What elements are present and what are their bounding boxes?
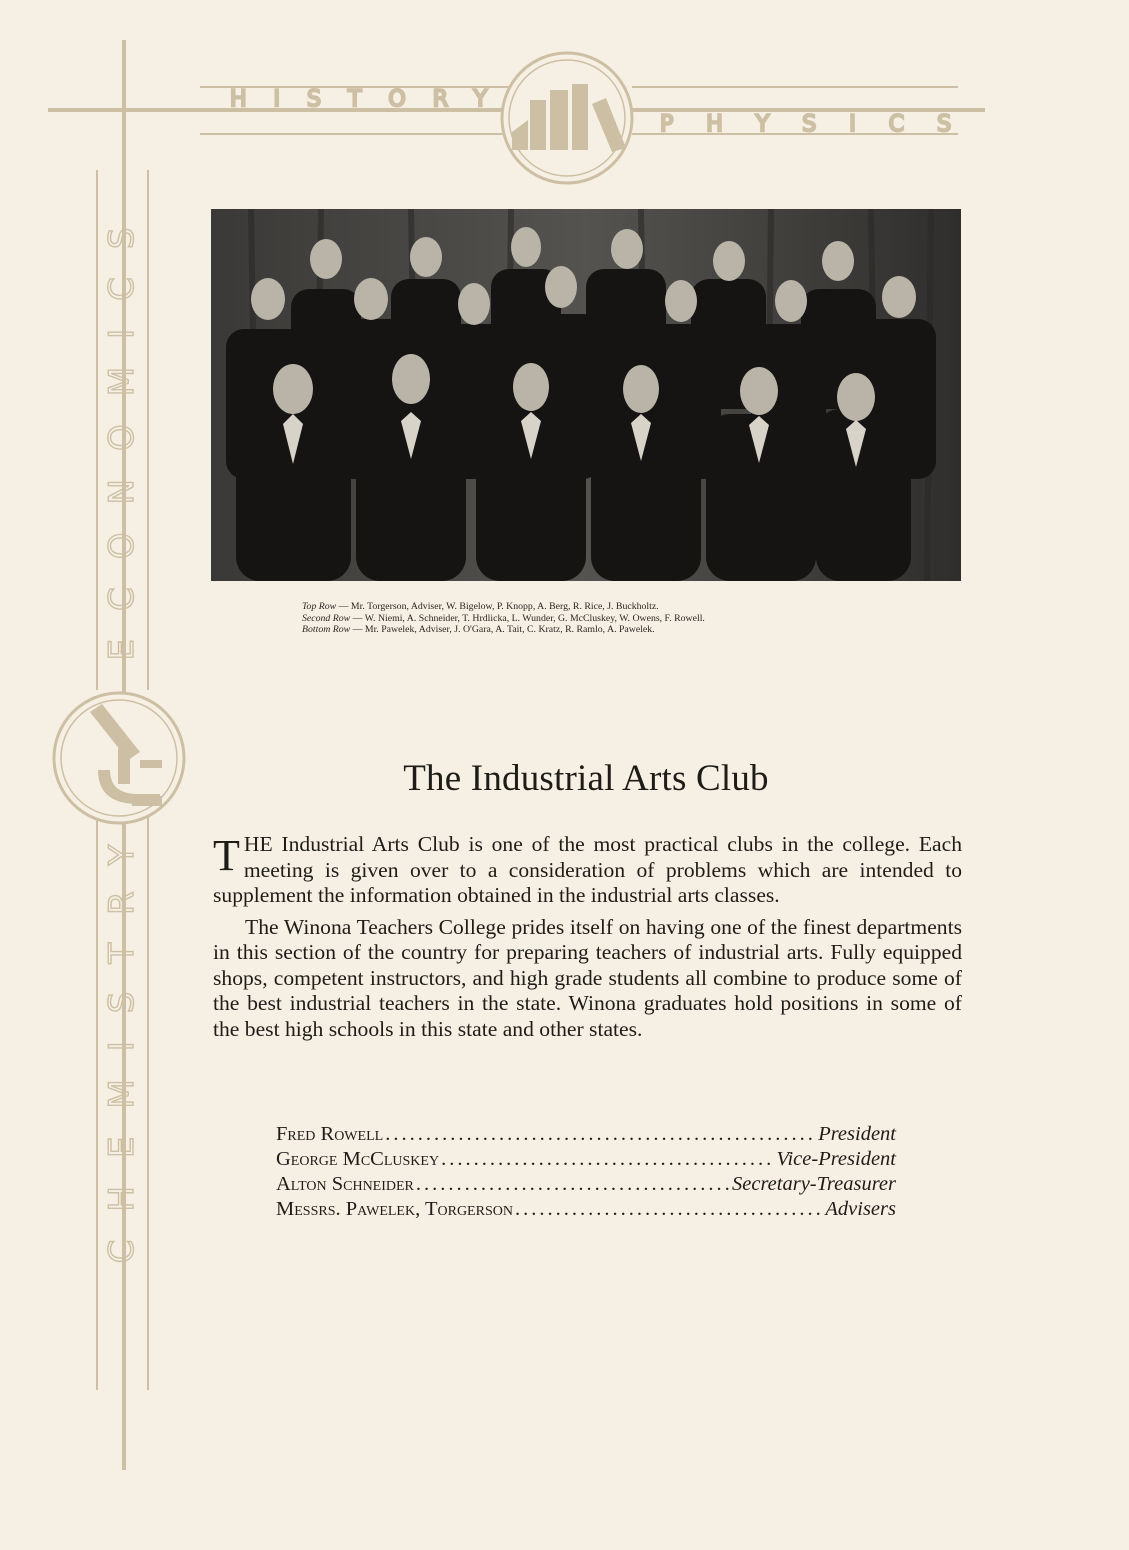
caption-row-bottom: Bottom Row — Mr. Pawelek, Adviser, J. O'Gara, A. Tait, C. Kratz, R. Ramlo, A. Pawelek. xyxy=(302,624,655,635)
officer-name: George McCluskey xyxy=(276,1148,440,1170)
border-label-economics: ECONOMICS xyxy=(102,199,142,661)
photo-caption xyxy=(302,601,922,636)
officers-list xyxy=(276,1122,896,1222)
group-photo-image xyxy=(211,209,961,581)
leader-dots xyxy=(441,1147,774,1172)
officer-row xyxy=(276,1197,896,1222)
paragraph-2: The Winona Teachers College prides itself on having one of the finest departments in this section of the country for preparing teachers of industrial arts. Fully equipped shops, competent instructors, and high grade students all combine to produce some of the best industrial teachers in the state. Winona graduates hold positions in some of the best high schools in this state and other states. xyxy=(213,914,962,1041)
officer-name: Messrs. Pawelek, Torgerson xyxy=(276,1198,513,1220)
officer-title: Secretary-Treasurer xyxy=(732,1173,896,1195)
officer-title: President xyxy=(818,1123,896,1145)
leader-dots xyxy=(416,1172,730,1197)
article-body xyxy=(213,832,962,1042)
officer-title: Vice-President xyxy=(776,1148,896,1170)
group-photo xyxy=(211,209,961,581)
page-title: The Industrial Arts Club xyxy=(403,758,769,799)
leader-dots xyxy=(515,1197,823,1222)
border-label-physics: PHYSICS xyxy=(660,112,985,137)
drop-cap: T xyxy=(213,831,240,880)
paragraph-1: THE Industrial Arts Club is one of the most practical clubs in the college. Each meeting is given over to a consideration of problems which are intended to supplement the information obtained in the industrial arts classes. xyxy=(213,831,962,907)
caption-row-second: Second Row — W. Niemi, A. Schneider, T. Hrdlicka, L. Wunder, G. McCluskey, W. Owens, F. Rowell. xyxy=(302,612,705,624)
officer-name: Fred Rowell xyxy=(276,1123,384,1145)
officer-name: Alton Schneider xyxy=(276,1173,414,1195)
border-label-history: HISTORY xyxy=(230,87,515,112)
caption-row-top: Top Row — Mr. Torgerson, Adviser, W. Bigelow, P. Knopp, A. Berg, R. Rice, J. Buckholtz. xyxy=(302,601,659,612)
officer-row xyxy=(276,1147,896,1172)
leader-dots xyxy=(385,1122,816,1147)
officer-title: Advisers xyxy=(825,1198,896,1220)
officer-row xyxy=(276,1172,896,1197)
officer-row xyxy=(276,1122,896,1147)
border-label-chemistry: CHEMISTRY xyxy=(102,816,142,1264)
